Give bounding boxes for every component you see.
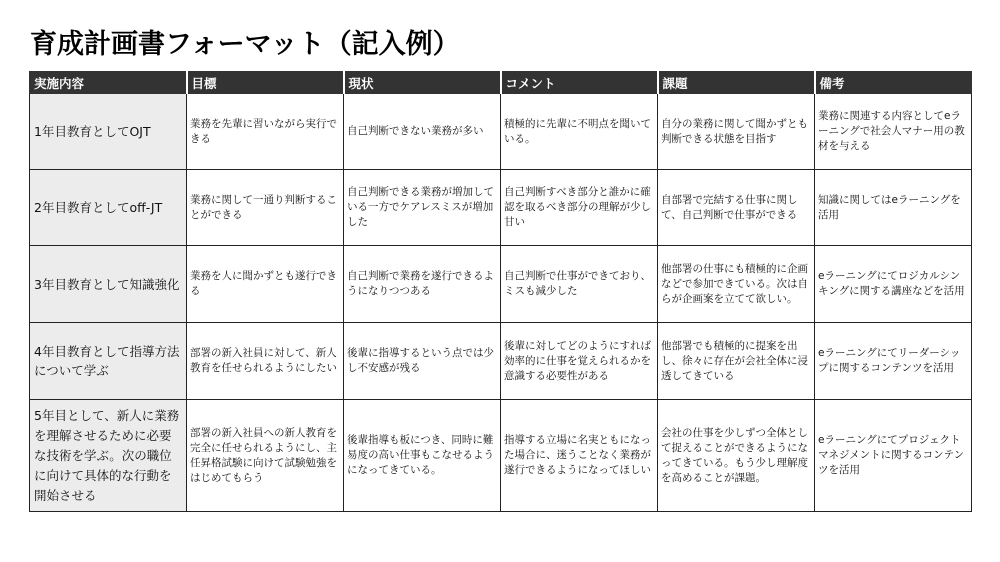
table-header-row — [30, 72, 972, 94]
issue-cell: 他部署でも積極的に提案を出し、徐々に存在が会社全体に浸透してきている — [658, 323, 815, 400]
row-label: 2年目教育としてoff-JT — [30, 170, 187, 246]
note-cell: 業務に関連する内容としてeラーニングで社会人マナー用の教材を与える — [815, 94, 972, 170]
comment-cell: 後輩に対してどのようにすれば効率的に仕事を覚えられるかを意識する必要性がある — [501, 323, 658, 400]
row-label: 4年目教育として指導方法について学ぶ — [30, 323, 187, 400]
page-title: 育成計画書フォーマット（記入例） — [30, 29, 460, 60]
table-row — [30, 246, 972, 323]
note-cell: eラーニングにてロジカルシンキングに関する講座などを活用 — [815, 246, 972, 323]
current-cell: 自己判断できる業務が増加している一方でケアレスミスが増加した — [344, 170, 501, 246]
comment-cell: 指導する立場に名実ともになった場合に、迷うことなく業務が遂行できるようになってほしい — [501, 400, 658, 512]
comment-cell: 自己判断で仕事ができており、ミスも減少した — [501, 246, 658, 323]
row-label: 5年目として、新人に業務を理解させるために必要な技術を学ぶ。次の職位に向けて具体的な行動を開始させる — [30, 400, 187, 512]
current-cell: 自己判断で業務を遂行できるようになりつつある — [344, 246, 501, 323]
table-row — [30, 400, 972, 512]
goal-cell: 業務に関して一通り判断することができる — [187, 170, 344, 246]
comment-cell: 自己判断すべき部分と誰かに確認を取るべき部分の理解が少し甘い — [501, 170, 658, 246]
header-note: 備考 — [815, 72, 972, 94]
note-cell: eラーニングにてリーダーシップに関するコンテンツを活用 — [815, 323, 972, 400]
row-label: 3年目教育として知識強化 — [30, 246, 187, 323]
note-cell: eラーニングにてプロジェクトマネジメントに関するコンテンツを活用 — [815, 400, 972, 512]
goal-cell: 業務を先輩に習いながら実行できる — [187, 94, 344, 170]
row-label: 1年目教育としてOJT — [30, 94, 187, 170]
current-cell: 自己判断できない業務が多い — [344, 94, 501, 170]
goal-cell: 部署の新入社員への新人教育を完全に任せられるようにし、主任昇格試験に向けて試験勉強をはじめてもらう — [187, 400, 344, 512]
table-row — [30, 323, 972, 400]
note-cell: 知識に関してはeラーニングを活用 — [815, 170, 972, 246]
issue-cell: 自分の業務に関して聞かずとも判断できる状態を目指す — [658, 94, 815, 170]
table-row — [30, 170, 972, 246]
current-cell: 後輩に指導するという点では少し不安感が残る — [344, 323, 501, 400]
issue-cell: 他部署の仕事にも積極的に企画などで参加できている。次は自らが企画案を立てて欲しい。 — [658, 246, 815, 323]
goal-cell: 業務を人に聞かずとも遂行できる — [187, 246, 344, 323]
table-row — [30, 94, 972, 170]
header-goal: 目標 — [187, 72, 344, 94]
goal-cell: 部署の新入社員に対して、新人教育を任せられるようにしたい — [187, 323, 344, 400]
comment-cell: 積極的に先輩に不明点を聞いている。 — [501, 94, 658, 170]
header-current: 現状 — [344, 72, 501, 94]
training-plan-table — [29, 71, 972, 512]
issue-cell: 会社の仕事を少しずつ全体として捉えることができるようになってきている。もう少し理解度を高めることが課題。 — [658, 400, 815, 512]
issue-cell: 自部署で完結する仕事に関して、自己判断で仕事ができる — [658, 170, 815, 246]
header-comment: コメント — [501, 72, 658, 94]
header-content: 実施内容 — [30, 72, 187, 94]
header-issue: 課題 — [658, 72, 815, 94]
current-cell: 後輩指導も板につき、同時に難易度の高い仕事もこなせるようになってきている。 — [344, 400, 501, 512]
